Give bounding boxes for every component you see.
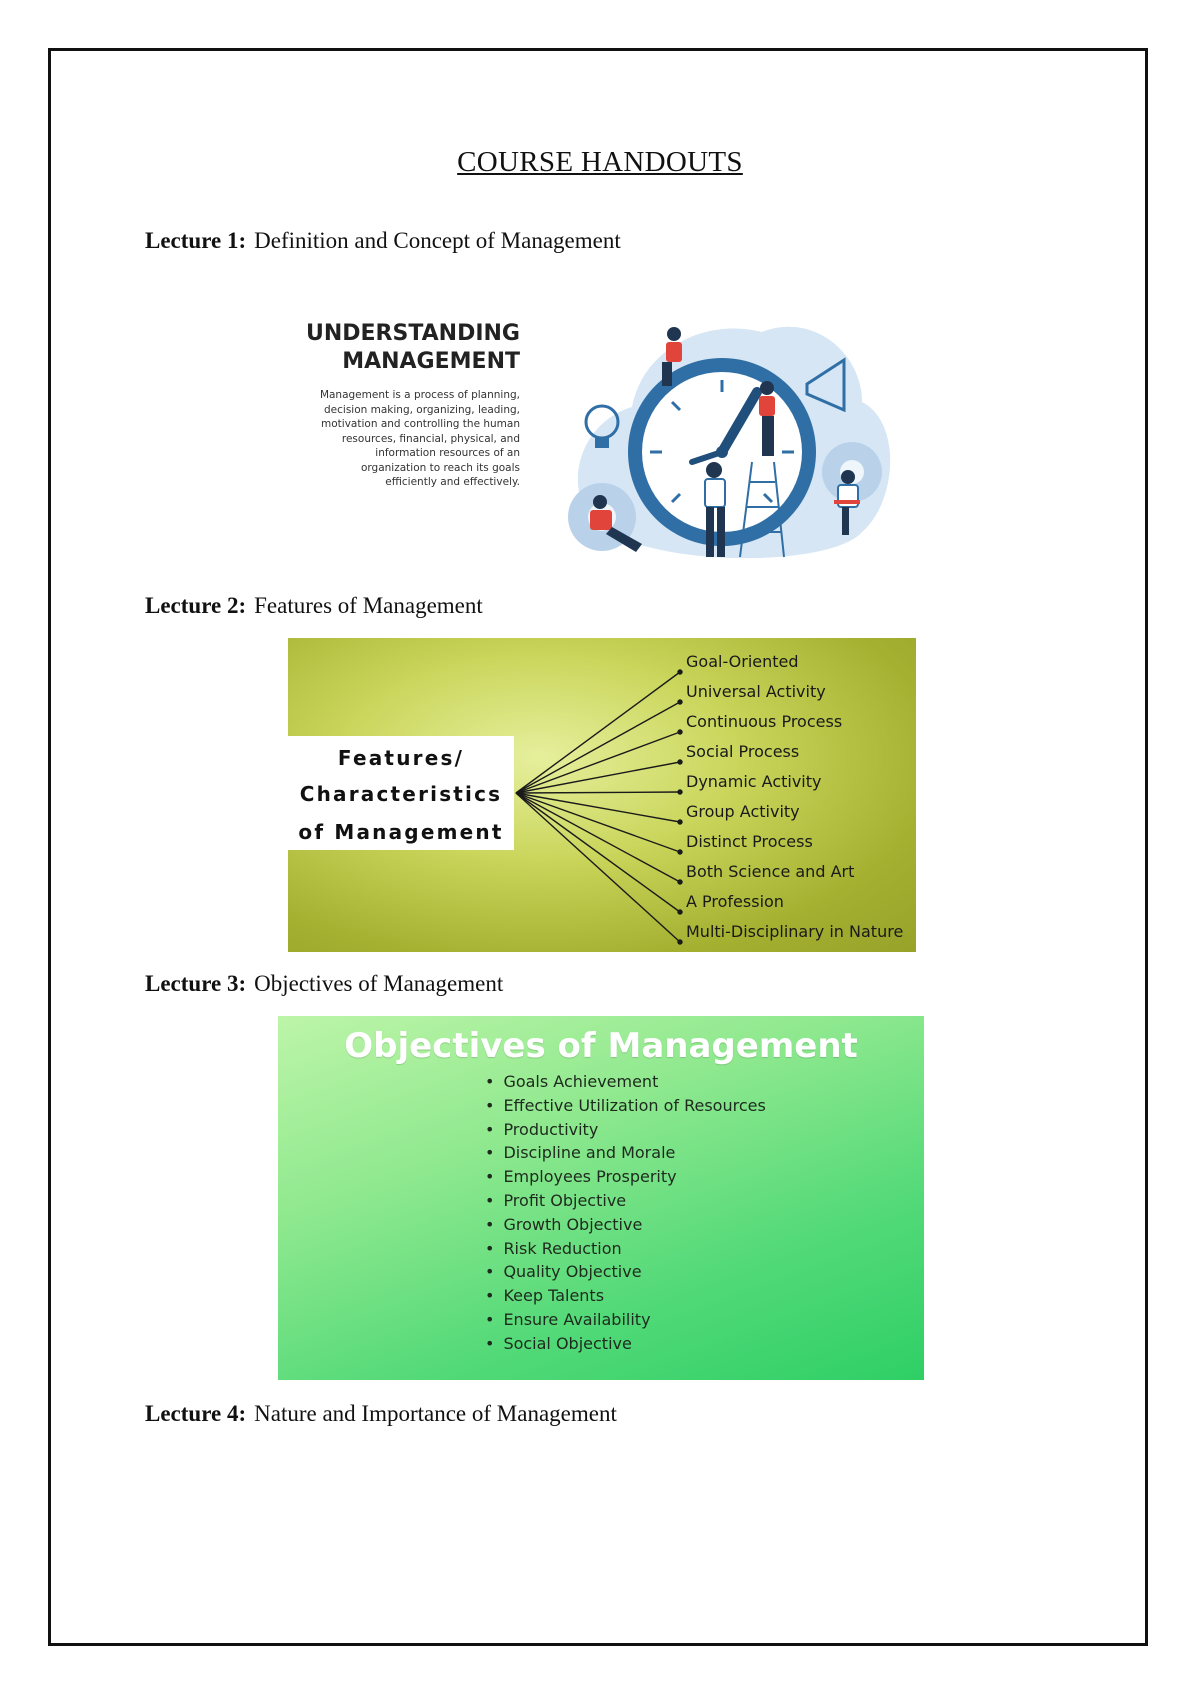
features-of-management-figure xyxy=(288,638,916,952)
feature-item: Social Process xyxy=(686,742,800,761)
objectives-of-management-figure xyxy=(278,1016,924,1380)
objective-item: • Risk Reduction xyxy=(485,1237,766,1261)
lecture-label: Lecture 1: xyxy=(145,228,247,253)
lecture-title: Features of Management xyxy=(254,593,483,618)
feature-item: Group Activity xyxy=(686,802,800,821)
lecture-title: Definition and Concept of Management xyxy=(254,228,621,253)
objective-item: • Ensure Availability xyxy=(485,1308,766,1332)
lecture-4-heading xyxy=(145,1401,617,1427)
lecture-1-heading xyxy=(145,228,621,254)
features-title-box: Features/ Characteristics of Management xyxy=(288,736,514,850)
management-clock-illustration xyxy=(562,312,900,570)
feature-item: Both Science and Art xyxy=(686,862,855,881)
feature-item: A Profession xyxy=(686,892,784,911)
lecture-title: Objectives of Management xyxy=(254,971,504,996)
objective-item: • Keep Talents xyxy=(485,1284,766,1308)
lecture-label: Lecture 2: xyxy=(145,593,247,618)
objectives-title: Objectives of Management xyxy=(344,1026,858,1066)
lecture-label: Lecture 4: xyxy=(145,1401,247,1426)
objectives-list xyxy=(485,1070,766,1356)
lecture-2-heading xyxy=(145,593,483,619)
objective-item: • Discipline and Morale xyxy=(485,1141,766,1165)
page-title: COURSE HANDOUTS xyxy=(457,146,743,178)
feature-item: Continuous Process xyxy=(686,712,843,731)
understanding-description: Management is a process of planning, decision making, organizing, leading, motivation and controlling the human resources, financial, physical, and information resources of an organization to reach its goals efficiently and effectively. xyxy=(319,389,520,488)
feature-item: Dynamic Activity xyxy=(686,772,822,791)
objective-item: • Effective Utilization of Resources xyxy=(485,1094,766,1118)
objective-item: • Employees Prosperity xyxy=(485,1165,766,1189)
objective-item: • Growth Objective xyxy=(485,1213,766,1237)
objective-item: • Quality Objective xyxy=(485,1260,766,1284)
feature-item: Distinct Process xyxy=(686,832,813,851)
objective-item: • Productivity xyxy=(485,1118,766,1142)
objective-item: • Goals Achievement xyxy=(485,1070,766,1094)
lecture-label: Lecture 3: xyxy=(145,971,247,996)
understanding-management-figure xyxy=(300,312,900,570)
feature-item: Universal Activity xyxy=(686,682,826,701)
feature-item: Goal-Oriented xyxy=(686,652,799,671)
feature-item: Multi-Disciplinary in Nature xyxy=(686,922,904,941)
lecture-3-heading xyxy=(145,971,503,997)
understanding-heading: UNDERSTANDING MANAGEMENT xyxy=(305,321,520,374)
objective-item: • Social Objective xyxy=(485,1332,766,1356)
lecture-title: Nature and Importance of Management xyxy=(254,1401,617,1426)
objective-item: • Profit Objective xyxy=(485,1189,766,1213)
